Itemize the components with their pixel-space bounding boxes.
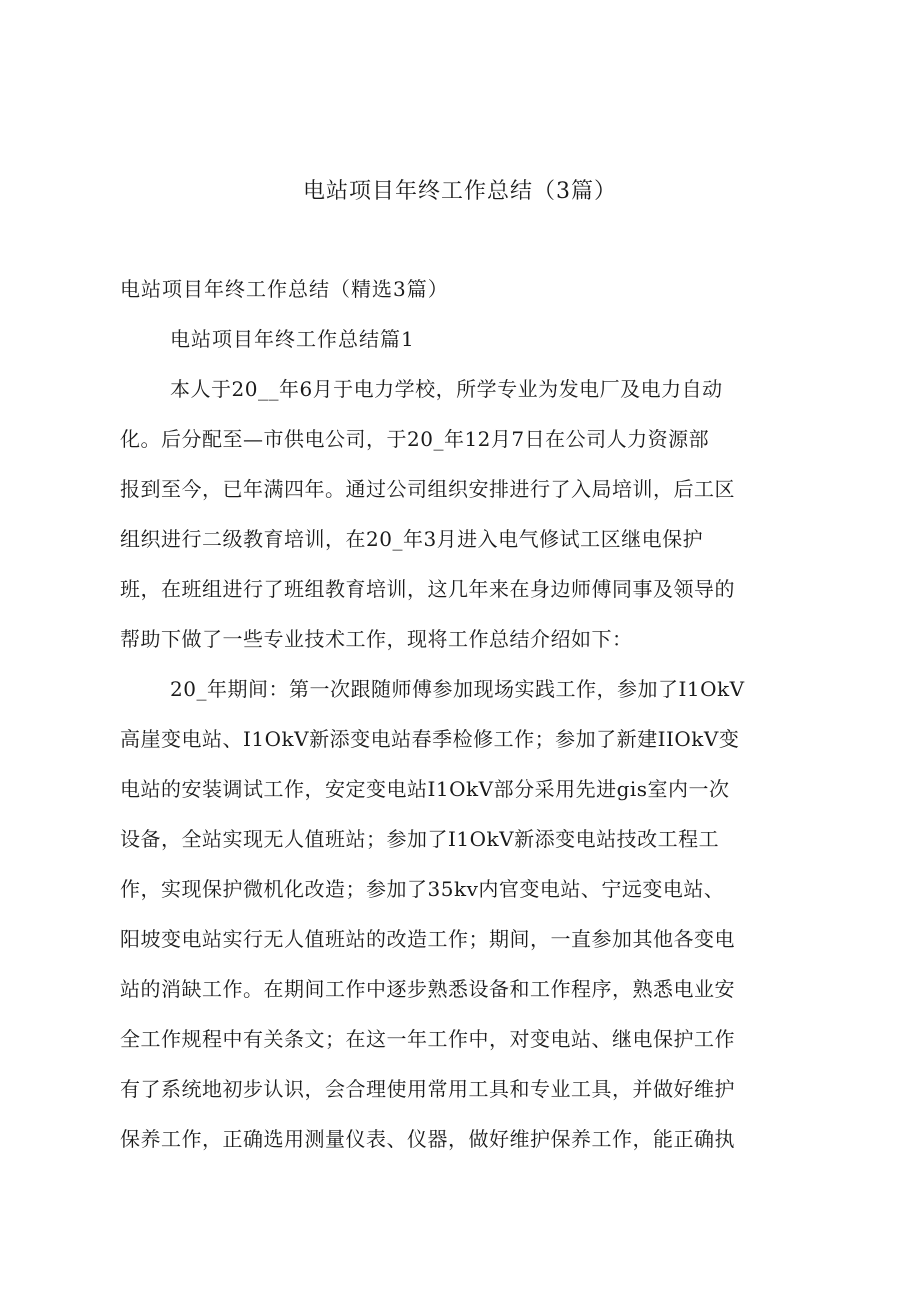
body-line: 本人于20__年6月于电力学校，所学专业为发电厂及电力自动 <box>170 377 723 401</box>
body-line: 化。后分配至—市供电公司，于20_年12月7日在公司人力资源部 <box>120 427 710 451</box>
body-line: 组织进行二级教育培训，在20_年3月进入电气修试工区继电保护 <box>120 527 704 551</box>
body-line: 阳坡变电站实行无人值班站的改造工作；期间，一直参加其他各变电 <box>120 927 735 951</box>
document-subtitle: 电站项目年终工作总结（精选3篇） <box>120 277 449 301</box>
body-line: 有了系统地初步认识，会合理使用常用工具和专业工具，并做好维护 <box>120 1077 735 1101</box>
body-line: 20_年期间：第一次跟随师傅参加现场实践工作，参加了I1OkV <box>170 677 745 701</box>
document-title: 电站项目年终工作总结（3篇） <box>303 179 617 204</box>
body-line: 班，在班组进行了班组教育培训，这几年来在身边师傅同事及领导的 <box>120 577 735 601</box>
body-line: 电站的安装调试工作，安定变电站I1OkV部分采用先进gis室内一次 <box>120 777 730 801</box>
body-line: 高崖变电站、I1OkV新添变电站春季检修工作；参加了新建IIOkV变 <box>120 727 740 751</box>
body-line: 作，实现保护微机化改造；参加了35kv内官变电站、宁远变电站、 <box>120 877 725 901</box>
body-line: 帮助下做了一些专业技术工作，现将工作总结介绍如下： <box>120 627 633 651</box>
body-line: 保养工作，正确选用测量仪表、仪器，做好维护保养工作，能正确执 <box>120 1127 735 1151</box>
body-line: 报到至今，已年满四年。通过公司组织安排进行了入局培训，后工区 <box>120 477 735 501</box>
body-line: 设备，全站实现无人值班站；参加了I1OkV新添变电站技改工程工 <box>120 827 720 851</box>
body-line: 站的消缺工作。在期间工作中逐步熟悉设备和工作程序，熟悉电业安 <box>120 977 735 1001</box>
section-heading: 电站项目年终工作总结篇1 <box>170 327 415 351</box>
body-line: 全工作规程中有关条文；在这一年工作中，对变电站、继电保护工作 <box>120 1027 735 1051</box>
